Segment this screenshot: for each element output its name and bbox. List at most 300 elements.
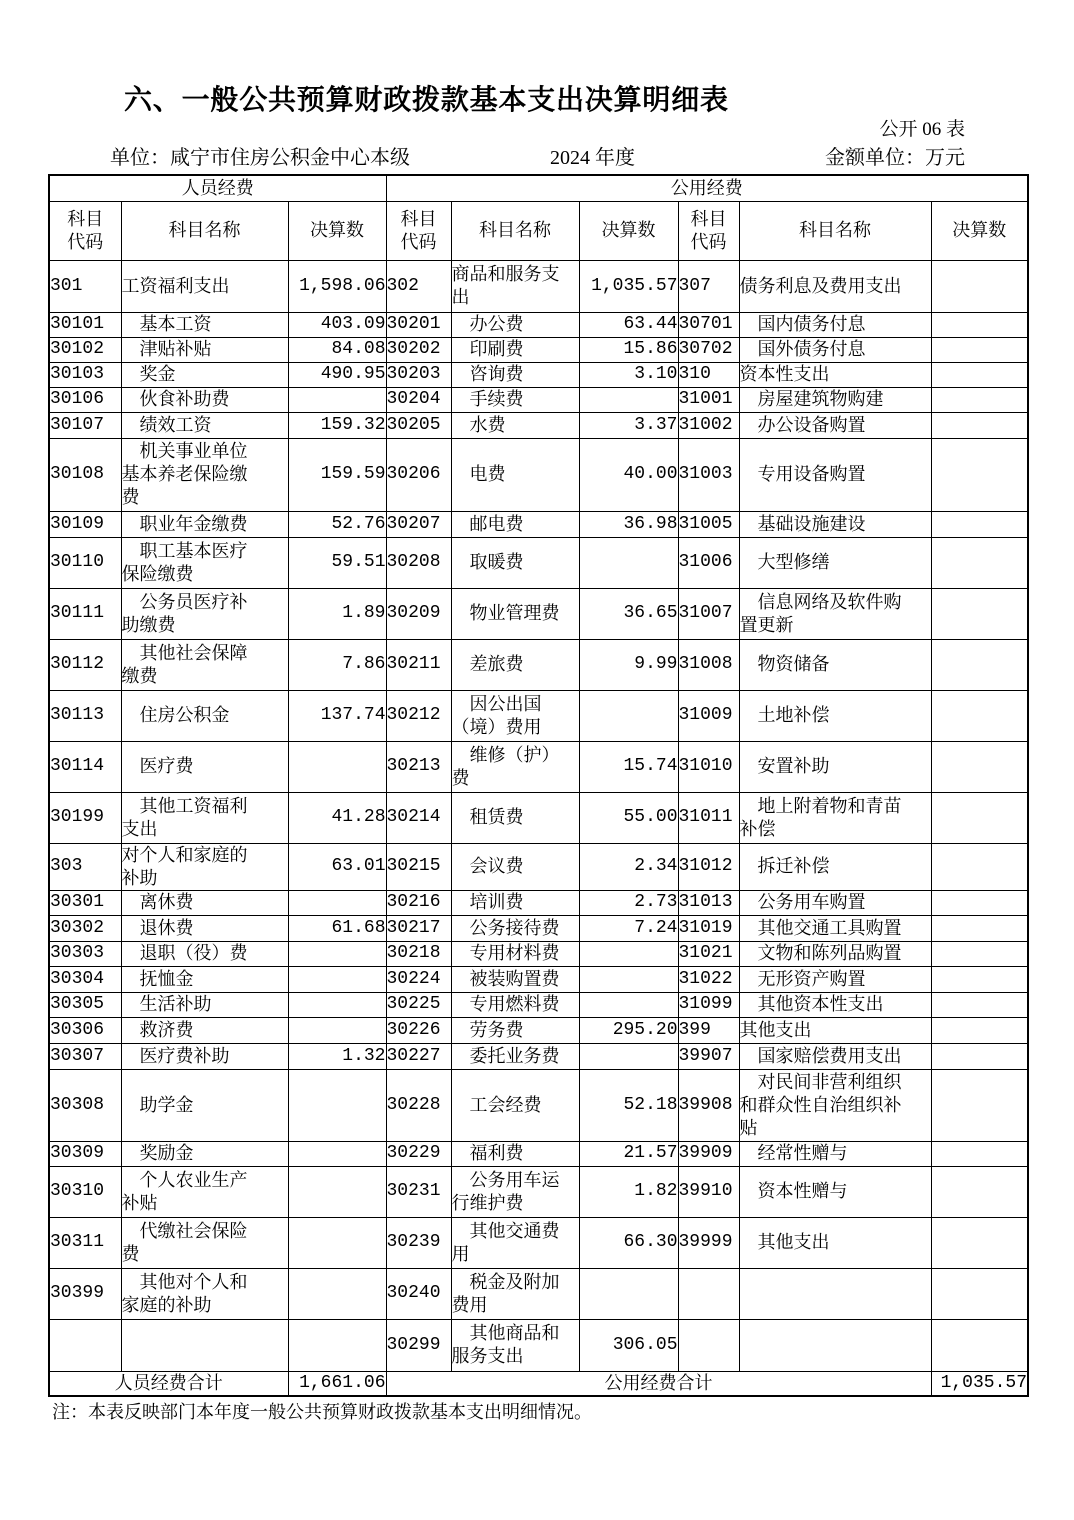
code-header-label: 科目代码 xyxy=(67,208,104,252)
other-code-cell xyxy=(678,1319,739,1371)
other-amount-cell xyxy=(931,1069,1028,1141)
public-amount-cell: 2.34 xyxy=(579,843,678,890)
other-name-cell: 物资储备 xyxy=(739,639,931,690)
other-name-cell: 信息网络及软件购置更新 xyxy=(739,588,931,639)
other-name-cell: 房屋建筑物购建 xyxy=(739,387,931,412)
other-name-header: 科目名称 xyxy=(739,201,931,260)
personnel-code-cell: 30199 xyxy=(49,792,121,843)
footnote: 注：本表反映部门本年度一般公共预算财政拨款基本支出明细情况。 xyxy=(52,1402,592,1422)
public-name-header: 科目名称 xyxy=(451,201,579,260)
public-name-cell: 工会经费 xyxy=(451,1069,579,1141)
public-code-cell: 30202 xyxy=(386,337,451,362)
public-amount-cell xyxy=(579,1268,678,1319)
other-amount-cell xyxy=(931,843,1028,890)
other-amount-cell xyxy=(931,260,1028,312)
public-total-label: 公用经费合计 xyxy=(386,1371,931,1396)
public-code-cell: 30225 xyxy=(386,992,451,1017)
other-code-cell: 30702 xyxy=(678,337,739,362)
personnel-amount-cell: 7.86 xyxy=(288,639,386,690)
table-row xyxy=(49,387,1028,412)
other-amount-cell xyxy=(931,1043,1028,1069)
other-amount-header: 决算数 xyxy=(931,201,1028,260)
public-name-cell: 物业管理费 xyxy=(451,588,579,639)
other-name-cell: 国内债务付息 xyxy=(739,312,931,337)
other-name-cell: 资本性支出 xyxy=(739,362,931,387)
other-name-cell: 对民间非营利组织和群众性自治组织补贴 xyxy=(739,1069,931,1141)
personnel-name-cell: 公务员医疗补助缴费 xyxy=(121,588,288,639)
personnel-code-cell xyxy=(49,1319,121,1371)
public-code-cell: 30228 xyxy=(386,1069,451,1141)
other-name-cell: 公务用车购置 xyxy=(739,890,931,915)
public-code-cell: 30240 xyxy=(386,1268,451,1319)
other-amount-cell xyxy=(931,941,1028,966)
other-name-cell: 地上附着物和青苗补偿 xyxy=(739,792,931,843)
personnel-amount-cell: 84.08 xyxy=(288,337,386,362)
personnel-amount-cell xyxy=(288,1217,386,1268)
other-code-cell: 31007 xyxy=(678,588,739,639)
public-amount-cell xyxy=(579,992,678,1017)
table-row xyxy=(49,312,1028,337)
personnel-name-cell: 医疗费 xyxy=(121,741,288,792)
public-amount-cell: 306.05 xyxy=(579,1319,678,1371)
other-code-cell: 31013 xyxy=(678,890,739,915)
other-name-cell xyxy=(739,1319,931,1371)
personnel-amount-cell: 1,598.06 xyxy=(288,260,386,312)
public-amount-cell: 21.57 xyxy=(579,1141,678,1166)
personnel-name-cell: 住房公积金 xyxy=(121,690,288,741)
public-code-cell: 30299 xyxy=(386,1319,451,1371)
public-amount-cell xyxy=(579,941,678,966)
public-code-cell: 30216 xyxy=(386,890,451,915)
personnel-amount-cell: 59.51 xyxy=(288,537,386,588)
personnel-name-cell: 救济费 xyxy=(121,1017,288,1043)
table-row xyxy=(49,1069,1028,1141)
other-name-cell: 资本性赠与 xyxy=(739,1166,931,1217)
personnel-amount-cell xyxy=(288,1069,386,1141)
other-name-cell: 其他交通工具购置 xyxy=(739,915,931,941)
other-code-header xyxy=(678,201,739,260)
other-amount-cell xyxy=(931,337,1028,362)
personnel-amount-cell xyxy=(288,941,386,966)
other-code-cell: 307 xyxy=(678,260,739,312)
table-row xyxy=(49,890,1028,915)
personnel-code-cell: 30106 xyxy=(49,387,121,412)
public-amount-cell: 3.10 xyxy=(579,362,678,387)
table-row xyxy=(49,992,1028,1017)
table-row xyxy=(49,1268,1028,1319)
personnel-code-header xyxy=(49,201,121,260)
reporting-unit: 单位：咸宁市住房公积金中心本级 xyxy=(110,147,410,169)
public-name-cell: 会议费 xyxy=(451,843,579,890)
other-amount-cell xyxy=(931,792,1028,843)
other-code-cell: 31010 xyxy=(678,741,739,792)
public-code-cell: 30231 xyxy=(386,1166,451,1217)
public-code-header xyxy=(386,201,451,260)
public-name-cell: 手续费 xyxy=(451,387,579,412)
personnel-name-cell: 离休费 xyxy=(121,890,288,915)
public-amount-cell: 63.44 xyxy=(579,312,678,337)
other-amount-cell xyxy=(931,741,1028,792)
public-name-cell: 专用材料费 xyxy=(451,941,579,966)
personnel-name-cell: 退职（役）费 xyxy=(121,941,288,966)
personnel-code-cell: 301 xyxy=(49,260,121,312)
other-code-cell: 31021 xyxy=(678,941,739,966)
public-code-cell: 30214 xyxy=(386,792,451,843)
other-amount-cell xyxy=(931,966,1028,992)
public-name-cell: 公务用车运行维护费 xyxy=(451,1166,579,1217)
table-row xyxy=(49,337,1028,362)
public-amount-cell: 66.30 xyxy=(579,1217,678,1268)
other-amount-cell xyxy=(931,690,1028,741)
personnel-amount-cell: 403.09 xyxy=(288,312,386,337)
personnel-total-amount: 1,661.06 xyxy=(288,1371,386,1396)
table-row xyxy=(49,792,1028,843)
table-row xyxy=(49,1166,1028,1217)
other-code-cell: 31009 xyxy=(678,690,739,741)
other-code-cell: 31002 xyxy=(678,412,739,438)
table-row xyxy=(49,741,1028,792)
other-name-cell: 经常性赠与 xyxy=(739,1141,931,1166)
public-amount-cell: 2.73 xyxy=(579,890,678,915)
other-name-cell: 拆迁补偿 xyxy=(739,843,931,890)
expenditure-detail-table xyxy=(48,174,1029,1397)
personnel-name-cell: 职工基本医疗保险缴费 xyxy=(121,537,288,588)
personnel-code-cell: 30303 xyxy=(49,941,121,966)
personnel-amount-cell: 490.95 xyxy=(288,362,386,387)
personnel-code-cell: 30311 xyxy=(49,1217,121,1268)
public-name-cell: 公务接待费 xyxy=(451,915,579,941)
other-code-cell: 31019 xyxy=(678,915,739,941)
public-name-cell: 印刷费 xyxy=(451,337,579,362)
other-code-cell: 31001 xyxy=(678,387,739,412)
personnel-code-cell: 30310 xyxy=(49,1166,121,1217)
personnel-amount-cell xyxy=(288,1268,386,1319)
total-row xyxy=(49,1371,1028,1396)
other-amount-cell xyxy=(931,412,1028,438)
other-code-cell: 39999 xyxy=(678,1217,739,1268)
public-code-cell: 30209 xyxy=(386,588,451,639)
table-row xyxy=(49,915,1028,941)
group-header-row xyxy=(49,175,1028,201)
public-amount-cell: 40.00 xyxy=(579,438,678,511)
table-row xyxy=(49,1043,1028,1069)
personnel-name-cell: 津贴补贴 xyxy=(121,337,288,362)
public-name-cell: 咨询费 xyxy=(451,362,579,387)
page-title: 六、一般公共预算财政拨款基本支出决算明细表 xyxy=(124,83,729,116)
personnel-name-cell: 机关事业单位基本养老保险缴费 xyxy=(121,438,288,511)
public-name-cell: 维修（护）费 xyxy=(451,741,579,792)
personnel-name-cell: 奖励金 xyxy=(121,1141,288,1166)
public-amount-cell xyxy=(579,1043,678,1069)
public-amount-cell xyxy=(579,537,678,588)
public-code-cell: 30224 xyxy=(386,966,451,992)
personnel-name-cell: 伙食补助费 xyxy=(121,387,288,412)
code-header-label: 科目代码 xyxy=(690,208,727,252)
public-code-cell: 30205 xyxy=(386,412,451,438)
public-amount-cell: 36.65 xyxy=(579,588,678,639)
personnel-amount-cell xyxy=(288,741,386,792)
table-row xyxy=(49,537,1028,588)
public-amount-cell: 295.20 xyxy=(579,1017,678,1043)
public-code-cell: 30215 xyxy=(386,843,451,890)
personnel-name-header: 科目名称 xyxy=(121,201,288,260)
public-code-cell: 30239 xyxy=(386,1217,451,1268)
table-row xyxy=(49,1141,1028,1166)
personnel-name-cell: 医疗费补助 xyxy=(121,1043,288,1069)
personnel-amount-cell xyxy=(288,1017,386,1043)
public-name-cell: 水费 xyxy=(451,412,579,438)
public-name-cell: 其他商品和服务支出 xyxy=(451,1319,579,1371)
other-name-cell: 安置补助 xyxy=(739,741,931,792)
amount-unit: 金额单位：万元 xyxy=(825,147,965,169)
public-amount-header: 决算数 xyxy=(579,201,678,260)
personnel-code-cell: 30399 xyxy=(49,1268,121,1319)
public-name-cell: 租赁费 xyxy=(451,792,579,843)
personnel-amount-cell: 52.76 xyxy=(288,511,386,537)
personnel-name-cell: 个人农业生产补贴 xyxy=(121,1166,288,1217)
other-code-cell: 39908 xyxy=(678,1069,739,1141)
other-amount-cell xyxy=(931,639,1028,690)
personnel-code-cell: 30305 xyxy=(49,992,121,1017)
personnel-name-cell xyxy=(121,1319,288,1371)
other-name-cell: 文物和陈列品购置 xyxy=(739,941,931,966)
personnel-amount-cell xyxy=(288,1319,386,1371)
table-row xyxy=(49,260,1028,312)
public-amount-cell: 1.82 xyxy=(579,1166,678,1217)
public-code-cell: 30203 xyxy=(386,362,451,387)
personnel-code-cell: 30109 xyxy=(49,511,121,537)
public-name-cell: 商品和服务支出 xyxy=(451,260,579,312)
public-amount-cell: 1,035.57 xyxy=(579,260,678,312)
personnel-code-cell: 30309 xyxy=(49,1141,121,1166)
other-name-cell: 其他支出 xyxy=(739,1217,931,1268)
other-name-cell: 大型修缮 xyxy=(739,537,931,588)
public-name-cell: 劳务费 xyxy=(451,1017,579,1043)
public-amount-cell: 52.18 xyxy=(579,1069,678,1141)
public-code-cell: 30211 xyxy=(386,639,451,690)
other-amount-cell xyxy=(931,438,1028,511)
personnel-name-cell: 对个人和家庭的补助 xyxy=(121,843,288,890)
personnel-amount-cell: 1.32 xyxy=(288,1043,386,1069)
public-name-cell: 差旅费 xyxy=(451,639,579,690)
other-code-cell: 31005 xyxy=(678,511,739,537)
public-total-amount: 1,035.57 xyxy=(931,1371,1028,1396)
public-amount-cell: 55.00 xyxy=(579,792,678,843)
other-amount-cell xyxy=(931,992,1028,1017)
public-code-cell: 302 xyxy=(386,260,451,312)
personnel-name-cell: 抚恤金 xyxy=(121,966,288,992)
personnel-total-label: 人员经费合计 xyxy=(49,1371,288,1396)
public-amount-cell xyxy=(579,690,678,741)
personnel-code-cell: 30307 xyxy=(49,1043,121,1069)
personnel-code-cell: 303 xyxy=(49,843,121,890)
public-name-cell: 办公费 xyxy=(451,312,579,337)
personnel-amount-cell xyxy=(288,1166,386,1217)
public-code-cell: 30208 xyxy=(386,537,451,588)
other-code-cell: 39910 xyxy=(678,1166,739,1217)
personnel-amount-cell xyxy=(288,966,386,992)
other-name-cell: 土地补偿 xyxy=(739,690,931,741)
personnel-amount-cell: 159.59 xyxy=(288,438,386,511)
personnel-code-cell: 30114 xyxy=(49,741,121,792)
personnel-code-cell: 30301 xyxy=(49,890,121,915)
table-row xyxy=(49,438,1028,511)
public-code-cell: 30226 xyxy=(386,1017,451,1043)
personnel-name-cell: 基本工资 xyxy=(121,312,288,337)
public-code-cell: 30227 xyxy=(386,1043,451,1069)
table-row xyxy=(49,690,1028,741)
other-amount-cell xyxy=(931,312,1028,337)
public-code-cell: 30206 xyxy=(386,438,451,511)
public-name-cell: 福利费 xyxy=(451,1141,579,1166)
other-amount-cell xyxy=(931,1017,1028,1043)
personnel-amount-cell xyxy=(288,890,386,915)
personnel-amount-cell xyxy=(288,387,386,412)
other-code-cell xyxy=(678,1268,739,1319)
public-amount-cell: 3.37 xyxy=(579,412,678,438)
table-row xyxy=(49,843,1028,890)
other-name-cell: 专用设备购置 xyxy=(739,438,931,511)
public-amount-cell: 15.74 xyxy=(579,741,678,792)
table-row xyxy=(49,511,1028,537)
public-name-cell: 专用燃料费 xyxy=(451,992,579,1017)
personnel-amount-header: 决算数 xyxy=(288,201,386,260)
table-body xyxy=(49,260,1028,1371)
other-code-cell: 39907 xyxy=(678,1043,739,1069)
personnel-code-cell: 30302 xyxy=(49,915,121,941)
other-amount-cell xyxy=(931,1319,1028,1371)
personnel-code-cell: 30108 xyxy=(49,438,121,511)
other-code-cell: 310 xyxy=(678,362,739,387)
public-amount-cell xyxy=(579,966,678,992)
public-code-cell: 30218 xyxy=(386,941,451,966)
table-row xyxy=(49,1017,1028,1043)
personnel-code-cell: 30102 xyxy=(49,337,121,362)
personnel-code-cell: 30308 xyxy=(49,1069,121,1141)
other-name-cell: 无形资产购置 xyxy=(739,966,931,992)
personnel-code-cell: 30107 xyxy=(49,412,121,438)
table-row xyxy=(49,941,1028,966)
public-expense-header: 公用经费 xyxy=(386,175,1028,201)
personnel-amount-cell: 1.89 xyxy=(288,588,386,639)
personnel-code-cell: 30103 xyxy=(49,362,121,387)
personnel-name-cell: 退休费 xyxy=(121,915,288,941)
column-header-row xyxy=(49,201,1028,260)
other-name-cell xyxy=(739,1268,931,1319)
personnel-amount-cell xyxy=(288,1141,386,1166)
public-code-cell: 30204 xyxy=(386,387,451,412)
personnel-name-cell: 其他社会保障缴费 xyxy=(121,639,288,690)
other-code-cell: 31022 xyxy=(678,966,739,992)
personnel-name-cell: 其他工资福利支出 xyxy=(121,792,288,843)
fiscal-year: 2024 年度 xyxy=(550,147,635,169)
other-amount-cell xyxy=(931,511,1028,537)
public-name-cell: 电费 xyxy=(451,438,579,511)
personnel-name-cell: 代缴社会保险费 xyxy=(121,1217,288,1268)
personnel-expense-header: 人员经费 xyxy=(49,175,386,201)
personnel-code-cell: 30111 xyxy=(49,588,121,639)
personnel-amount-cell: 63.01 xyxy=(288,843,386,890)
personnel-amount-cell xyxy=(288,992,386,1017)
other-amount-cell xyxy=(931,1166,1028,1217)
code-header-label: 科目代码 xyxy=(400,208,437,252)
public-name-cell: 委托业务费 xyxy=(451,1043,579,1069)
public-amount-cell xyxy=(579,387,678,412)
personnel-code-cell: 30113 xyxy=(49,690,121,741)
table-row xyxy=(49,966,1028,992)
other-code-cell: 31099 xyxy=(678,992,739,1017)
other-code-cell: 31006 xyxy=(678,537,739,588)
other-code-cell: 30701 xyxy=(678,312,739,337)
other-name-cell: 办公设备购置 xyxy=(739,412,931,438)
form-number: 公开 06 表 xyxy=(879,119,965,140)
other-amount-cell xyxy=(931,387,1028,412)
other-name-cell: 其他资本性支出 xyxy=(739,992,931,1017)
personnel-code-cell: 30101 xyxy=(49,312,121,337)
public-name-cell: 被装购置费 xyxy=(451,966,579,992)
personnel-code-cell: 30304 xyxy=(49,966,121,992)
public-amount-cell: 15.86 xyxy=(579,337,678,362)
personnel-name-cell: 其他对个人和家庭的补助 xyxy=(121,1268,288,1319)
public-code-cell: 30201 xyxy=(386,312,451,337)
other-code-cell: 31012 xyxy=(678,843,739,890)
personnel-code-cell: 30112 xyxy=(49,639,121,690)
public-code-cell: 30207 xyxy=(386,511,451,537)
other-amount-cell xyxy=(931,588,1028,639)
personnel-name-cell: 绩效工资 xyxy=(121,412,288,438)
public-name-cell: 其他交通费用 xyxy=(451,1217,579,1268)
other-code-cell: 31011 xyxy=(678,792,739,843)
public-code-cell: 30217 xyxy=(386,915,451,941)
public-code-cell: 30229 xyxy=(386,1141,451,1166)
other-amount-cell xyxy=(931,537,1028,588)
public-code-cell: 30212 xyxy=(386,690,451,741)
public-name-cell: 邮电费 xyxy=(451,511,579,537)
public-name-cell: 取暖费 xyxy=(451,537,579,588)
other-name-cell: 债务利息及费用支出 xyxy=(739,260,931,312)
table-row xyxy=(49,1217,1028,1268)
other-amount-cell xyxy=(931,362,1028,387)
public-amount-cell: 9.99 xyxy=(579,639,678,690)
public-amount-cell: 36.98 xyxy=(579,511,678,537)
table-row xyxy=(49,1319,1028,1371)
public-amount-cell: 7.24 xyxy=(579,915,678,941)
table-row xyxy=(49,412,1028,438)
personnel-name-cell: 生活补助 xyxy=(121,992,288,1017)
personnel-amount-cell: 41.28 xyxy=(288,792,386,843)
personnel-code-cell: 30110 xyxy=(49,537,121,588)
table-row xyxy=(49,588,1028,639)
table-row xyxy=(49,362,1028,387)
other-amount-cell xyxy=(931,890,1028,915)
other-name-cell: 国外债务付息 xyxy=(739,337,931,362)
personnel-amount-cell: 61.68 xyxy=(288,915,386,941)
public-name-cell: 因公出国（境）费用 xyxy=(451,690,579,741)
table-row xyxy=(49,639,1028,690)
other-name-cell: 国家赔偿费用支出 xyxy=(739,1043,931,1069)
personnel-name-cell: 职业年金缴费 xyxy=(121,511,288,537)
other-code-cell: 31008 xyxy=(678,639,739,690)
other-code-cell: 31003 xyxy=(678,438,739,511)
other-amount-cell xyxy=(931,915,1028,941)
other-code-cell: 399 xyxy=(678,1017,739,1043)
personnel-amount-cell: 159.32 xyxy=(288,412,386,438)
public-name-cell: 培训费 xyxy=(451,890,579,915)
personnel-amount-cell: 137.74 xyxy=(288,690,386,741)
other-name-cell: 其他支出 xyxy=(739,1017,931,1043)
personnel-name-cell: 奖金 xyxy=(121,362,288,387)
other-name-cell: 基础设施建设 xyxy=(739,511,931,537)
